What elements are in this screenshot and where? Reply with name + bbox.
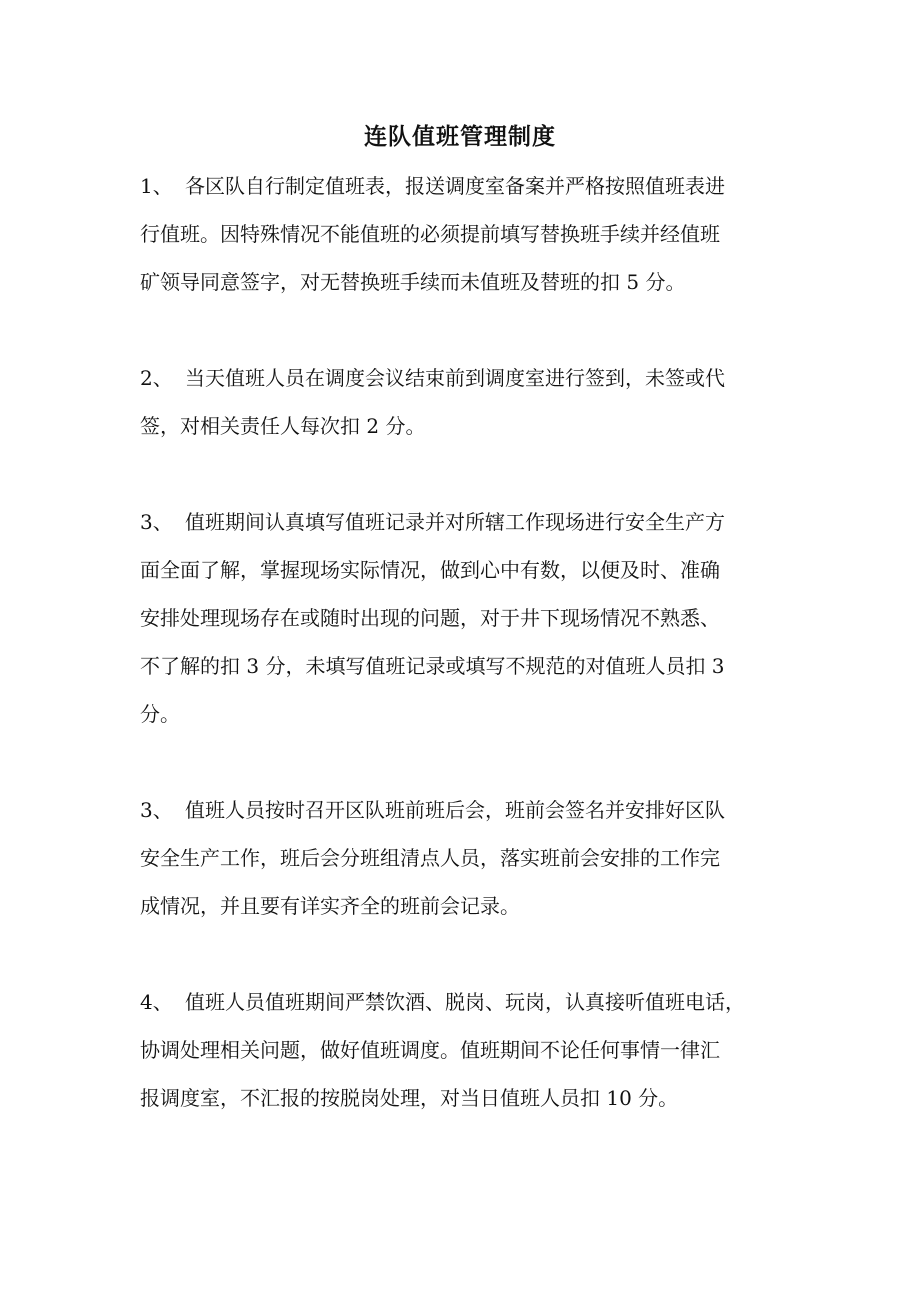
clause-line: 3、 值班期间认真填写值班记录并对所辖工作现场进行安全生产方 — [140, 498, 790, 546]
clause-3 — [140, 498, 790, 738]
clause-4 — [140, 786, 790, 930]
clause-line: 4、 值班人员值班期间严禁饮酒、脱岗、玩岗，认真接听值班电话， — [140, 978, 790, 1026]
clause-line: 行值班。因特殊情况不能值班的必须提前填写替换班手续并经值班 — [140, 222, 720, 246]
clause-1 — [140, 162, 790, 306]
clause-line: 1、 各区队自行制定值班表，报送调度室备案并严格按照值班表进 — [140, 162, 790, 210]
clause-line: 矿领导同意签字，对无替换班手续而未值班及替班的扣 5 分。 — [140, 270, 686, 294]
clause-line: 签，对相关责任人每次扣 2 分。 — [140, 414, 426, 438]
clause-line: 报调度室，不汇报的按脱岗处理，对当日值班人员扣 10 分。 — [140, 1086, 679, 1110]
clause-5 — [140, 978, 790, 1122]
clause-line: 安排处理现场存在或随时出现的问题，对于井下现场情况不熟悉、 — [140, 606, 720, 630]
clause-2 — [140, 354, 790, 450]
document-title: 连队值班管理制度 — [364, 123, 556, 150]
clause-line: 不了解的扣 3 分，未填写值班记录或填写不规范的对值班人员扣 3 — [140, 654, 725, 678]
clause-line: 面全面了解，掌握现场实际情况，做到心中有数，以便及时、准确 — [140, 558, 720, 582]
clause-number: 3、 — [140, 510, 173, 534]
clause-line: 2、 当天值班人员在调度会议结束前到调度室进行签到，未签或代 — [140, 354, 790, 402]
clause-line: 成情况，并且要有详实齐全的班前会记录。 — [140, 894, 520, 918]
clause-number: 3、 — [140, 798, 173, 822]
clause-line: 分。 — [140, 702, 180, 726]
clause-line: 安全生产工作，班后会分班组清点人员，落实班前会安排的工作完 — [140, 846, 720, 870]
clause-number: 4、 — [140, 990, 173, 1014]
clause-number: 1、 — [140, 174, 173, 198]
clause-number: 2、 — [140, 366, 173, 390]
clause-line: 3、 值班人员按时召开区队班前班后会，班前会签名并安排好区队 — [140, 786, 790, 834]
clause-line: 协调处理相关问题，做好值班调度。值班期间不论任何事情一律汇 — [140, 1038, 720, 1062]
